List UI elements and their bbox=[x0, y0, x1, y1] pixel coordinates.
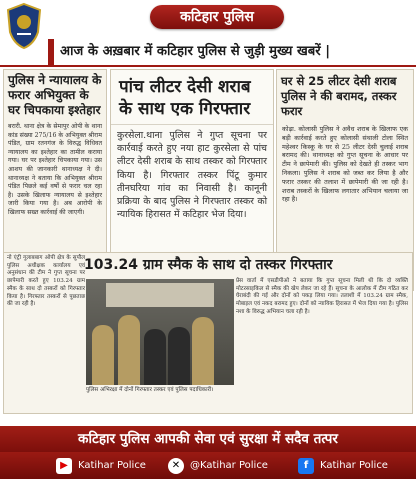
clipping-body: कुरसेला.थाना पुलिस ने गुप्त सूचना पर कार्रवाई करते हुए नया हाट कुरसेला से पांच लीटर देसी शराब के साथ तस्कर को गिरफ्तार किया है। गिरफ्तार तस्कर पिंटू कुमार तीनघरिया गांव का निवासी है। कानूनी प्रक्रिया के बाद पुलिस ने गिरफ्तार तस्कर को न्यायिक हिरासत में कटिहार भेज दिया। bbox=[117, 130, 267, 221]
x-label: @Katihar Police bbox=[190, 460, 268, 471]
social-footer bbox=[0, 452, 416, 479]
divider bbox=[0, 65, 416, 67]
clipping-headline: पांच लीटर देसी शराब के साथ एक गिरफ्तार bbox=[111, 70, 273, 125]
x-link[interactable] bbox=[168, 457, 268, 474]
clipping-body: बरारी. थाना क्षेत्र के सेमापुर ओपी के थाना कांड संख्या 275/16 के अभियुक्त श्रीराम पंडित, ग्राम रतनगंज के विरुद्ध विधिवत न्यायालय का इश्तेहार का तामील कराया गया। घर पर इश्तेहार चिपकाया गया। उस आशय की जानकारी थानाध्यक्ष ने दी। थानाध्यक्ष ने बताया कि अभियुक्त श्रीराम पंडित पिछले कई वर्षों से फरार चल रहा है। उसके खिलाफ न्यायालय से इश्तेहार जारी किया गया है। अब आरोपी के खिलाफ सख्त कार्रवाई की जाएगी। bbox=[8, 123, 102, 216]
photo-banner bbox=[106, 283, 214, 307]
clipping-headline: 103.24 ग्राम स्मैक के साथ दो तस्कर गिरफ्तार bbox=[84, 257, 333, 273]
facebook-icon: f bbox=[298, 458, 314, 474]
photo-caption-text: पुलिस अभिरक्षा में दोनों गिरफ्तार तस्कर एवं पुलिस पदाधिकारी। bbox=[86, 387, 214, 393]
photo-caption bbox=[86, 387, 236, 395]
person-figure bbox=[144, 329, 166, 385]
person-figure bbox=[168, 327, 190, 385]
clipping-body: प्रेस वार्ता में एसडीपीओ ने बताया कि गुप्त सूचना मिली थी कि दो व्यक्ति मोटरसाइकिल से स्मैक की खेप लेकर जा रहे हैं। सूचना के आलोक में टीम गठित कर घेराबंदी की गई और दोनों को पकड़ लिया गया। तलाशी में 103.24 ग्राम स्मैक, मोबाइल एवं नकद बरामद हुए। दोनों को न्यायिक हिरासत में भेज दिया गया है। पुलिस नशा के विरुद्ध अभियान चला रही है। bbox=[236, 278, 408, 315]
page-title: कटिहार पुलिस bbox=[150, 5, 284, 29]
clipping-body: नो एंट्री गुलाबबाग ओपी क्षेत्र के सुपौल पुलिस अधीक्षक कार्यालय एवं अनुसंधान की टीम ने गुप्त सूचना पर छापेमारी करते हुए 103.24 ग्राम स्मैक के साथ दो तस्करों को गिरफ्तार किया है। गिरफ्तार तस्करों से पूछताछ की जा रही है। bbox=[7, 255, 85, 308]
x-icon: ✕ bbox=[168, 458, 184, 474]
headline-banner: आज के अख़बार में कटिहार पुलिस से जुड़ी मुख्य खबरें | bbox=[48, 39, 414, 65]
facebook-link[interactable] bbox=[298, 457, 388, 474]
youtube-icon: ▶ bbox=[56, 458, 72, 474]
facebook-label: Katihar Police bbox=[320, 460, 388, 471]
press-photo bbox=[86, 279, 234, 385]
person-figure bbox=[92, 325, 114, 385]
person-figure bbox=[118, 315, 140, 385]
clipping-headline: पुलिस ने न्यायालय के फरार अभियुक्त के घर चिपकाया इश्तेहार bbox=[8, 73, 102, 117]
clipping-body: कोढ़ा. कोलासी पुलिस ने अवैध शराब के खिलाफ एक बड़ी कार्रवाई करते हुए कोलासी संथाली टोला स्थित महेश्वर किस्कू के घर से 25 लीटर देसी चुलाई शराब बरामद की। थानाध्यक्ष को गुप्त सूचना के आधार पर टीम ने छापेमारी की। पुलिस को देखते ही तस्कर भाग निकला। पुलिस ने शराब को जब्त कर लिया है और फरार तस्कर की तलाश में छापेमारी की जा रही है। शराब तस्करों के खिलाफ लगातार अभियान चलाया जा रहा है। bbox=[282, 125, 408, 204]
police-emblem-icon bbox=[4, 2, 44, 52]
clipping-column-left bbox=[7, 255, 85, 309]
youtube-link[interactable] bbox=[56, 457, 146, 474]
header bbox=[0, 0, 416, 38]
youtube-label: Katihar Police bbox=[78, 460, 146, 471]
clipping-headline: घर से 25 लीटर देसी शराब पुलिस ने की बरामद, तस्कर फरार bbox=[281, 74, 397, 118]
clipping-column-right bbox=[236, 278, 408, 317]
person-figure bbox=[192, 317, 214, 385]
news-clipping-smack-arrest bbox=[3, 252, 413, 414]
news-clipping-liquor-arrest bbox=[110, 69, 274, 255]
slogan-banner: कटिहार पुलिस आपकी सेवा एवं सुरक्षा में सदैव तत्पर bbox=[0, 426, 416, 452]
